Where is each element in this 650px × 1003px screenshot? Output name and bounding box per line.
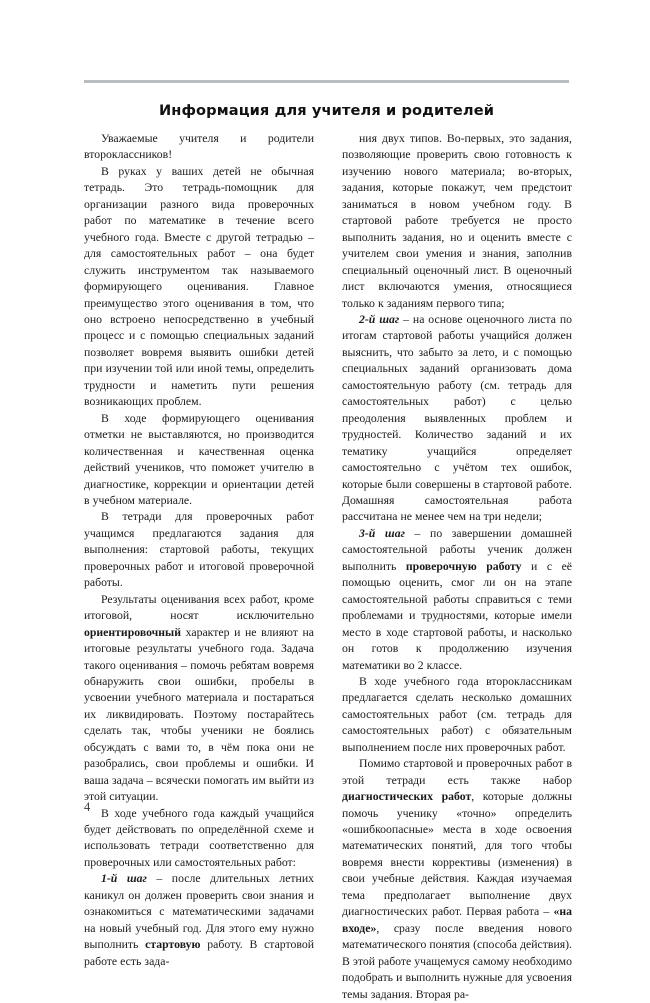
- right-text-column: [342, 131, 572, 1001]
- emphasized-text: ориентировочный: [84, 625, 182, 639]
- emphasized-text: 2-й шаг: [359, 312, 400, 326]
- body-text: характер и не влияют на итоговые результаты учебного года. Задача такого оценивания – помочь ребятам вовремя обнаружить свои ошибки, пробелы в усвоении учебного материала и постараться их ликвидировать. Поэтому постарайтесь сделать так, чтобы ученики не боялись обсуждать с вами то, в чём пока они не разобрались, свои проблемы и ошибки. И ваша задача – всячески помогать им выйти из этой ситуации.: [84, 625, 314, 804]
- body-text: – на основе оценочного листа по итогам стартовой работы учащийся должен выяснить, что забыто за лето, и с помощью специальных заданий организовать дома самостоятельную работу (см. тетрадь для самостоятельных работ) с целью преодоления выявленных проблем и трудностей. Количество заданий и их тематику учащийся определяет самостоятельно с учётом тех ошибок, которые были совершены в стартовой работе. Домашняя самостоятельная работа рассчитана не менее чем на три недели;: [342, 312, 572, 524]
- two-column-body: [84, 131, 572, 1001]
- paragraph: [342, 526, 572, 674]
- body-text: , сразу после введения нового математического понятия (способа действия). В этой работе учащемуся самому необходимо подобрать и выполнить нужные для усвоения темы задания. Вторая ра-: [342, 921, 572, 1001]
- body-text: – после длительных летних каникул он должен проверить свои знания и ознакомиться с математическими задачами на новый учебный год. Для этого ему нужно выполнить: [84, 872, 314, 952]
- paragraph: [84, 164, 314, 411]
- body-text: работу. В стартовой работе есть зада-: [84, 938, 314, 968]
- page-number: 4: [84, 800, 91, 814]
- header-divider: [84, 80, 569, 83]
- emphasized-text: стартовую: [145, 938, 201, 952]
- body-text: – по завершении домашней самостоятельной работы ученик должен выполнить: [342, 526, 572, 573]
- body-text: Уважаемые учителя и родители второклассников!: [84, 132, 314, 162]
- paragraph: [84, 509, 314, 591]
- page-title: Информация для учителя и родителей: [158, 101, 495, 119]
- paragraph: [342, 756, 572, 1003]
- paragraph: [342, 674, 572, 756]
- body-text: В руках у ваших детей не обычная тетрадь. Это тетрадь-помощник для организации разного вида проверочных работ по математике в течение всего учебного года. Вместе с другой тетрадью – для самостоятельных работ – она будет служить инструментом так называемого формирующего оценивания. Главное преимущество этого оценивания в том, что оно встроено непосредственно в учебный процесс и с помощью специальных заданий позволяет вовремя выявить ошибки детей при изучении той или иной темы, определить трудности и наметить пути решения возникающих проблем.: [84, 164, 314, 409]
- body-text: Помимо стартовой и проверочных работ в этой тетради есть также набор: [342, 757, 572, 787]
- body-text: В ходе учебного года каждый учащийся будет действовать по определённой схеме и использовать тетради соответственно для проверочных или самостоятельных работ:: [84, 806, 314, 869]
- body-text: Результаты оценивания всех работ, кроме итоговой, носят исключительно: [84, 592, 314, 623]
- left-text-column: [84, 131, 314, 968]
- body-text: В тетради для проверочных работ учащимся предлагаются задания для выполнения: стартовой работы, текущих проверочных работ и итоговой проверочной работы.: [84, 510, 314, 590]
- body-text: и с её помощью оценить, смог ли он на этапе самостоятельной работы справиться с теми проблемами и трудностями, которые имели место в ходе стартовой работы, и насколько он готов к продолжению изучения математики во 2 классе.: [342, 559, 572, 672]
- paragraph: [84, 806, 314, 872]
- paragraph: [84, 131, 314, 164]
- paragraph: [342, 312, 572, 526]
- paragraph: [84, 411, 314, 510]
- paragraph: [342, 131, 572, 312]
- emphasized-text: 1-й шаг: [101, 872, 147, 886]
- body-text: В ходе учебного года второклассникам предлагается сделать несколько домашних самостоятельных работ (см. тетрадь для самостоятельных работ) с обязательным выполнением после них проверочных работ.: [342, 674, 572, 754]
- paragraph: [84, 871, 314, 970]
- body-text: , которые должны помочь ученику «точно» определить «ошибкоопасные» места в ходе освоения математических понятий, для того чтобы вовремя внести коррективы (изменения) в свои учебные действия. Каждая изучаемая тема предполагает выполнение двух диагностических работ. Первая работа –: [342, 790, 572, 919]
- emphasized-text: 3-й шаг: [359, 526, 405, 540]
- emphasized-text: проверочную работу: [405, 559, 522, 573]
- body-text: В ходе формирующего оценивания отметки не выставляются, но производится количественная и качественная оценка действий учеников, что поможет учителю в диагностике, коррекции и ориентации детей в учебном материале.: [84, 411, 314, 507]
- emphasized-text: диагностических работ: [342, 790, 472, 804]
- body-text: ния двух типов. Во-первых, это задания, позволяющие проверить свою готовность к изучению нового материала; во-вторых, задания, которые покажут, чем предстоит заниматься в новом учебном году. В стартовой работе требуется не просто выполнить задания, но и оценить вместе с учителем свои умения и знания, заполнив специальный оценочный лист. В оценочный лист включаются умения, относящиеся только к заданиям первого типа;: [342, 132, 572, 310]
- emphasized-text: «на входе»: [342, 905, 572, 935]
- paragraph: [84, 592, 314, 806]
